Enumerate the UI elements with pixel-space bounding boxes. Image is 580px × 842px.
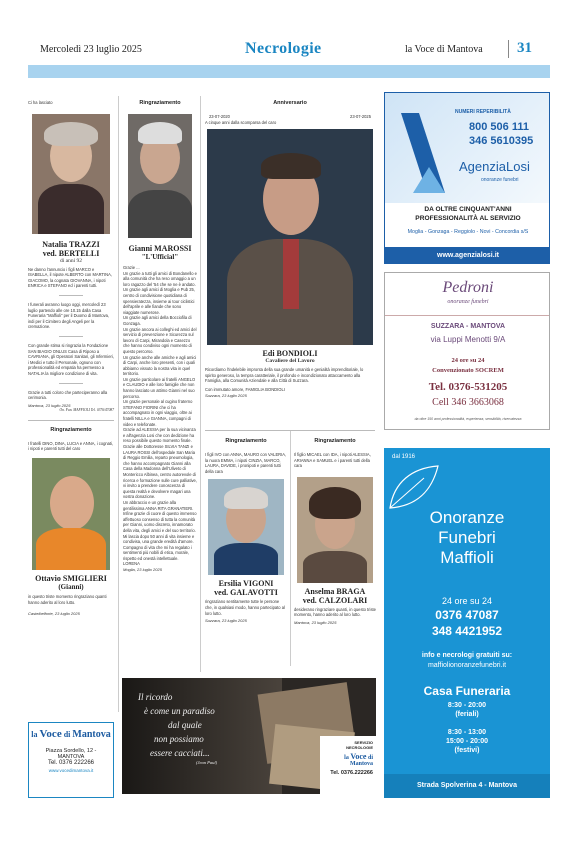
obituary-marossi bbox=[123, 100, 197, 573]
voce-logo bbox=[323, 752, 373, 767]
brand-tagline: onoranze funebri bbox=[447, 299, 489, 305]
thanks-heading: Ringraziamento bbox=[50, 426, 92, 433]
pedroni-logo bbox=[385, 279, 550, 297]
hours-label: (festivi) bbox=[454, 747, 480, 754]
portrait-photo bbox=[208, 479, 284, 575]
shirt-shape bbox=[36, 528, 106, 570]
quote-author: (Jean Paul) bbox=[196, 760, 218, 765]
ad-phone: Tel. 0376 222266 bbox=[47, 760, 95, 766]
section-rule bbox=[28, 420, 114, 421]
logo-word: Voce bbox=[350, 752, 367, 761]
thanks-line: Grazie ad ALESSIA per la sua vicinanza e all'agenzia Losi che con dedizione ha reso possibile questo momento finale. bbox=[123, 427, 196, 444]
voce-logo bbox=[29, 728, 113, 740]
maffioli-title bbox=[384, 508, 550, 568]
thanks-intro-text: Il figlio MICAEL con IDA, i nipoti ALESSIA, ARIANNA e SAMUEL e i parenti tutti della cara bbox=[294, 452, 371, 469]
ad-hours: 24 ore su 24 bbox=[451, 357, 485, 364]
paper-name: la Voce di Mantova bbox=[405, 44, 483, 55]
date-start: 23-07-2020 bbox=[209, 114, 230, 119]
section-bar bbox=[28, 65, 550, 78]
thanks-heading: Ringraziamento bbox=[139, 100, 181, 106]
thanks-line: Un grazie agli amici della Bocciofila di Gonzaga. bbox=[123, 315, 192, 326]
thanks-heading: Ringraziamento bbox=[314, 438, 356, 444]
thanks-line: Un grazie a tutti gli amici di Bondanello e alla comunità che ha reso omaggio a un loro ragazzo del '54 che se ne è andato. bbox=[123, 270, 197, 287]
agenzia-losi-ad bbox=[384, 92, 550, 264]
deceased-name: Gianni MAROSSI bbox=[128, 244, 192, 253]
deceased-name: Ottavio SMIGLIERI bbox=[35, 574, 107, 584]
thanks-intro-text: I fratelli DINO, DINA, LUCIA e ANNA, i cognati, i nipoti e parenti tutti del caro bbox=[28, 440, 114, 452]
quote-line: essere cacciati... bbox=[150, 748, 210, 758]
hours-label: (feriali) bbox=[455, 711, 479, 718]
shoulders-shape bbox=[38, 184, 104, 234]
place-date: Mantova, 23 luglio 2025 bbox=[294, 619, 337, 625]
portrait-photo bbox=[128, 114, 192, 238]
logo-word: Voce bbox=[39, 728, 62, 740]
brand-tagline: onoranze funebri bbox=[481, 177, 519, 183]
section-rule bbox=[205, 430, 375, 431]
obituary-calzolari bbox=[294, 438, 376, 626]
logo-word: Mantova bbox=[350, 761, 373, 767]
anniversary-bondioli bbox=[205, 100, 375, 398]
thanks-line: Un abbraccio e un grazie alla gentilissima ANNA RITA GRANATIERI. bbox=[123, 499, 194, 511]
quote-line: Il ricordo bbox=[138, 692, 173, 702]
short-rule bbox=[59, 383, 83, 384]
anniversary-text: Ricordiamo l'indelebile impronta della sua grande umanità e genialità imprenditoriale, lo spirito generoso, la tempra caratteriale, il profondo e incondizionato attaccamento alla Famiglia, alla Comunità Aziendale e alla Città di Suzzara. bbox=[205, 367, 364, 384]
announcement-text: Ne danno l'annuncio i figli MARCO e ISABELLA, il nipote ALBERTO con MARTINA, GIACOMO, la cognata GIOVANNA, i nipoti ENRICA e STEFANO ed i parenti tutti. bbox=[28, 266, 112, 289]
thanks-line: Un grazie personale al cugino fraterno STEFANO FIORINI che ci ha accompagnato in ogni viaggio, oltre ai fratelli NILLA e GIANNA, compagni di video e telefonate. bbox=[123, 399, 193, 427]
ad-address: Piazza Sordello, 12 - bbox=[45, 748, 97, 754]
thanks-intro-text: I figli IVO con ANNA, MAURO con VALERIA, la nuora EMMA, i nipoti CINZIA, MARCO, LAURA, DAVIDE, i pronipoti e parenti tutti della cara bbox=[205, 452, 287, 474]
hair-shape bbox=[261, 153, 321, 179]
quote-line: è come un paradiso bbox=[144, 706, 215, 716]
hours-line: 15:00 - 20:00 bbox=[445, 738, 489, 745]
column-divider bbox=[118, 96, 119, 712]
signature: LORENA bbox=[123, 561, 140, 567]
intro-text: Ci ha lasciato bbox=[28, 100, 53, 105]
quote-line: non possiamo bbox=[154, 734, 204, 744]
logo-word: Mantova bbox=[72, 729, 111, 740]
anniversary-sign: Con immutato amore, FAMIGLIA BONDIOLI bbox=[205, 386, 285, 392]
claim-line: PROFESSIONALITÀ AL SERVIZIO bbox=[415, 215, 521, 222]
deceased-married-name: ved. CALZOLARI bbox=[302, 595, 368, 605]
ad-city: SUZZARA - MANTOVA bbox=[430, 323, 506, 330]
face-shape bbox=[50, 476, 94, 530]
thanks-text: Con grande stima si ringrazia la Fondazione SAN BIAGIO ONLUS Casa di Riposo a CAVRIANA, gli Operatori Sanitari, gli Infermieri, i Medici e tutto il Personale, ognuno con professionalità ed empatia ha permesso a NATALIA la migliore condizione di vita. bbox=[28, 342, 114, 376]
phone-number: 346 5610395 bbox=[469, 135, 534, 147]
ad-website[interactable]: maffiolionoranzefunebri.it bbox=[427, 662, 507, 669]
ad-website[interactable]: www.vocedimantova.it bbox=[48, 768, 94, 773]
ad-website[interactable]: www.agenzialosi.it bbox=[385, 247, 550, 264]
deceased-title: Cavaliere del Lavoro bbox=[265, 358, 315, 365]
anniversary-heading: Anniversario bbox=[273, 100, 307, 106]
title-line: Maffioli bbox=[440, 548, 494, 567]
shoulders-shape bbox=[214, 543, 278, 575]
place-date: Moglia, 23 luglio 2025 bbox=[123, 567, 162, 573]
thanks-line: Infine grazie di cuore di questo immenso affettuoso consenso di tutta la comunità per Gianni, uomo discreto, innamorato della vita, degli amici e del suo territorio. bbox=[123, 511, 197, 533]
service-label: NECROLOGIE bbox=[346, 745, 373, 750]
portrait-photo bbox=[32, 458, 110, 570]
banner-logo-box bbox=[320, 736, 376, 794]
page-number: 31 bbox=[517, 40, 532, 56]
deceased-name: Ersilia VIGONI bbox=[218, 579, 274, 589]
phone-number: Tel. 0376-531205 bbox=[428, 381, 508, 393]
funeral-house-label: Casa Funeraria bbox=[423, 684, 511, 698]
short-rule bbox=[59, 295, 83, 296]
phone-number: 0376 47087 bbox=[435, 608, 499, 622]
deceased-age: di anni 92 bbox=[60, 257, 82, 264]
deceased-name: Edi BONDIOLI bbox=[262, 349, 318, 359]
brand-name: Pedroni bbox=[442, 279, 494, 296]
banner-phone: Tel. 0376.222266 bbox=[330, 770, 373, 776]
hair-shape bbox=[309, 487, 361, 519]
phone-number: Cell 346 3663068 bbox=[432, 397, 504, 408]
claim-line: DA OLTRE CINQUANT'ANNI bbox=[424, 206, 512, 213]
thanks-text: ringraziano sentitamente tutte le persone che, in qualsiasi modo, hanno partecipato al loro lutto. bbox=[205, 599, 285, 616]
service-label: SERVIZIO bbox=[354, 740, 373, 745]
reperibility-label: NUMERI REPERIBILITÀ bbox=[455, 109, 511, 115]
date-end: 23-07-2025 bbox=[350, 114, 371, 119]
deceased-name: Anselma BRAGA bbox=[304, 586, 366, 596]
thanks-text: desiderano ringraziare quanti, in questo triste momento, hanno aderito al loro lutto. bbox=[294, 606, 376, 618]
funeral-text: I funerali avranno luogo oggi, mercoledì 23 luglio partendo alle ore 10.15 dalla Casa Funeraria "Maffioli" per il Duomo di Mantova, indi per il Cimitero degli Angeli per la cremazione. bbox=[28, 301, 110, 330]
deceased-nickname: (Gianni) bbox=[58, 583, 84, 592]
thanks-line: Compagno di vita che mi ha regalato i sentimenti più nobili di etica, morale, rispetto ed onestà intellettuale. bbox=[123, 544, 192, 561]
title-line: Onoranze bbox=[429, 508, 505, 527]
logo-mark bbox=[399, 107, 447, 197]
banner-quote bbox=[138, 690, 217, 766]
info-label: info e necrologi gratuiti su: bbox=[421, 652, 513, 659]
thanks-line: Grazie alle Dottoresse SILVIA TANZI e LAURA ROSSI dell'ospedale San Maria di Reggio Emilia, reparto pneumologia, che hanno accompagnato Gianni alla Casa della Madonna dell'Uliveto di Montericco Albinea, centro autorevole di ricerca e formazione sulle cure palliative, vi invito a prendere conoscenza di questa realtà e devolvere magari una vostra donazione. bbox=[123, 444, 197, 500]
brand-name: AgenziaLosi bbox=[459, 159, 530, 174]
thanks-line: Grazie ... bbox=[123, 265, 140, 270]
ad-address: Strada Spolverina 4 - Mantova bbox=[384, 774, 550, 798]
anniversary-subtitle: A cinque anni dalla scomparsa del caro bbox=[205, 119, 277, 125]
thanks-text: in questo triste momento ringraziano quanti hanno aderito al loro lutto. bbox=[28, 594, 107, 605]
portrait-photo bbox=[32, 114, 110, 234]
logo-word: la bbox=[31, 730, 38, 739]
obituary-trazzi bbox=[28, 100, 114, 617]
title-line: Funebri bbox=[438, 528, 496, 547]
pedroni-ad bbox=[384, 272, 550, 430]
logo-word: la bbox=[344, 755, 349, 761]
thanks-heading: Ringraziamento bbox=[225, 438, 267, 444]
ad-city: MANTOVA bbox=[57, 754, 85, 760]
place-date: Mantova, 23 luglio 2025 bbox=[28, 402, 71, 408]
weekday-hours bbox=[384, 701, 550, 719]
logo-word: di bbox=[63, 730, 71, 739]
deceased-name: Natalia TRAZZI bbox=[42, 239, 100, 249]
leaf-logo-icon bbox=[384, 460, 444, 514]
hair-shape bbox=[138, 122, 182, 144]
hours-line: 8:30 - 13:00 bbox=[447, 729, 487, 736]
ad-address: via Luppi Menotti 9/A bbox=[430, 335, 506, 344]
ad-footer: da oltre 150 anni professionalità, esperienza, sensibilità, riservatezza bbox=[414, 417, 522, 421]
funeral-home-signature: On. Fun. MAFFIOLI Tel. 0376/47087 bbox=[59, 408, 114, 413]
portrait-photo bbox=[207, 129, 373, 345]
phone-number: 348 4421952 bbox=[431, 624, 503, 638]
hair-shape bbox=[224, 487, 268, 509]
ad-towns: Moglia - Gonzaga - Reggiolo - Novi - Concordia s/S bbox=[407, 229, 529, 235]
section-title: Necrologie bbox=[245, 40, 322, 57]
column-divider bbox=[200, 96, 201, 672]
since-label: dal 1916 bbox=[392, 454, 416, 460]
deceased-nickname: "L'Ufficial" bbox=[141, 253, 179, 261]
thanks-text-2: Grazie a tutti coloro che parteciperanno alla cerimonia. bbox=[28, 389, 108, 401]
ad-convention: Convenzionato SOCREM bbox=[432, 367, 504, 374]
deceased-married-name: ved. BERTELLI bbox=[42, 248, 100, 258]
thanks-line: Mi lascia dopo 50 anni di vita insieme e condivisa, una grande eredità d'amore. bbox=[123, 533, 195, 545]
phone-number: 800 506 111 bbox=[469, 121, 529, 133]
short-rule bbox=[59, 336, 83, 337]
hair-shape bbox=[44, 122, 98, 146]
header-date: Mercoledì 23 luglio 2025 bbox=[40, 44, 142, 55]
thanks-line: Un grazie agli amici di Moglia e Pub 25, centro di condivisione quotidiana di spensieratezza, insieme ai tour ciclistici dell'aprile e alle fiande che sono viaggiate numerose. bbox=[123, 287, 195, 315]
shoulders-shape bbox=[128, 190, 192, 238]
quote-line: dal quale bbox=[168, 720, 202, 730]
deceased-married-name: ved. GALAVOTTI bbox=[214, 588, 278, 598]
voce-mantova-ad bbox=[28, 722, 114, 798]
obituary-galavotti bbox=[205, 438, 287, 624]
holiday-hours bbox=[384, 728, 550, 755]
ad-hours: 24 ore su 24 bbox=[441, 596, 493, 606]
thanks-line: Un grazie anche alle amiche e agli amici di Carpi, anche loro presenti, con i quali abbiamo vissuto la nostra vita in quel territorio. bbox=[123, 354, 197, 377]
necrology-service-banner bbox=[122, 678, 376, 794]
logo-word: di bbox=[367, 755, 373, 761]
thanks-line: Un grazie ancora ai colleghi ed amici del servizio di prevenzione e Sicurezza sul lavoro di Carpi, Mirandola e Casezzo che hanno condiviso ogni momento di questo percorso. bbox=[123, 326, 197, 354]
column-divider bbox=[290, 430, 291, 666]
place-date: Suzzara, 23 luglio 2025 bbox=[205, 392, 247, 398]
header-divider bbox=[508, 40, 509, 58]
hours-line: 8:30 - 20:00 bbox=[447, 702, 487, 709]
thanks-line: Un grazie particolare ai fratelli ANGELO e CLAUDIO e alle loro famiglie che non hanno lasciato un attimo Gianni nel suo percorso. bbox=[123, 376, 196, 399]
losi-logo-mark bbox=[399, 107, 447, 197]
place-date: Castelbelforte, 23 luglio 2025 bbox=[28, 611, 80, 617]
place-date: Suzzara, 23 luglio 2025 bbox=[205, 618, 247, 624]
tie-shape bbox=[283, 239, 299, 309]
maffioli-ad bbox=[384, 448, 550, 798]
ad-claim bbox=[385, 205, 550, 223]
shoulders-shape bbox=[303, 551, 367, 583]
portrait-photo bbox=[297, 477, 373, 583]
